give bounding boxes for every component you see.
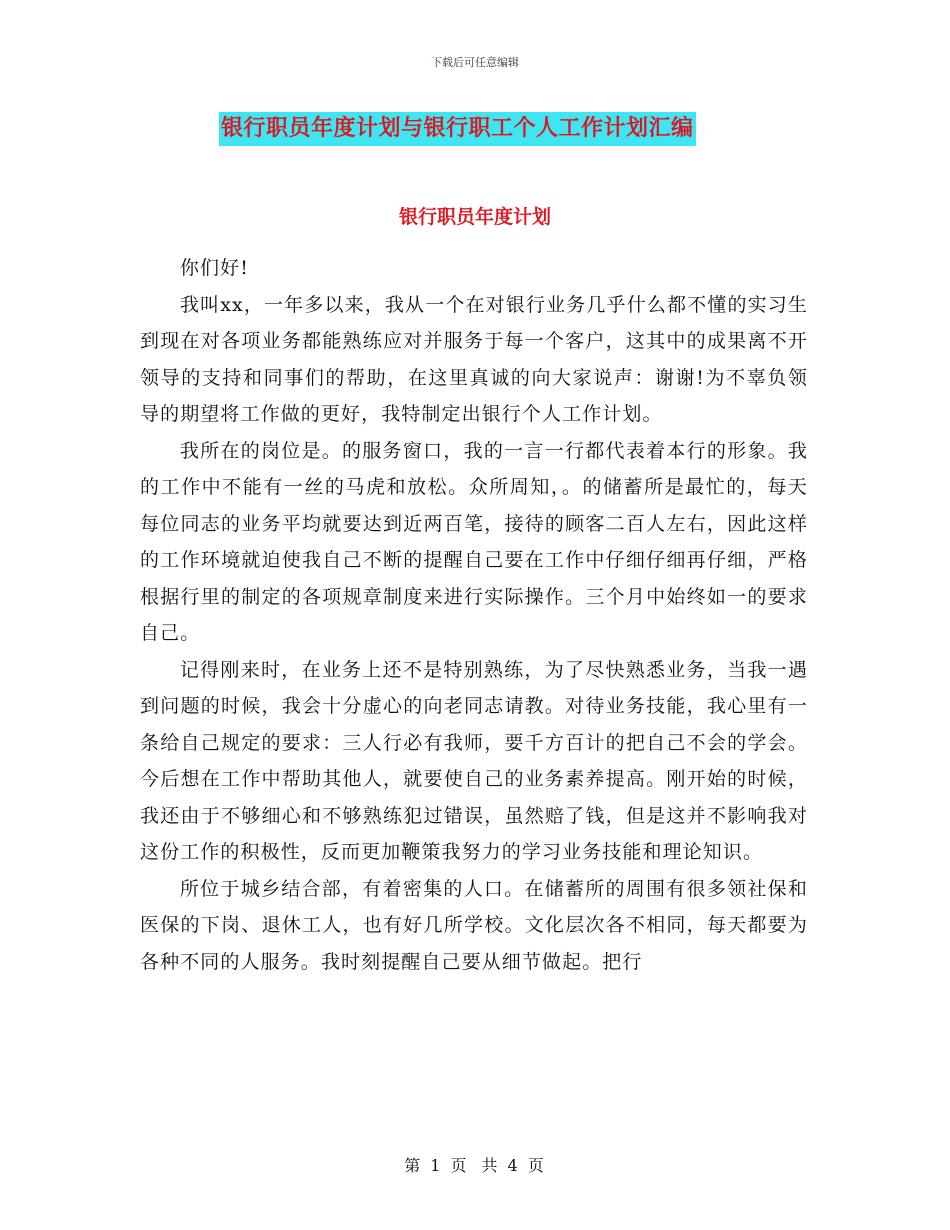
footer-suffix: 页 <box>527 1156 546 1175</box>
page-header-note: 下载后可任意编辑 <box>431 56 519 69</box>
paragraph: 记得刚来时，在业务上还不是特别熟练，为了尽快熟悉业务，当我一遇到问题的时候，我会十分虚心的向老同志请教。对待业务技能，我心里有一条给自己规定的要求：三人行必有我师，要千方百计的把自己不会的学会。今后想在工作中帮助其他人，就要使自己的业务素养提高。刚开始的时候，我还由于不够细心和不够熟练犯过错误，虽然赔了钱，但是这并不影响我对这份工作的积极性，反而更加鞭策我努力的学习业务技能和理论知识。 <box>140 658 808 863</box>
footer-mid: 页 共 <box>450 1156 500 1175</box>
page-number: 1 <box>430 1156 443 1175</box>
paragraph: 我叫xx，一年多以来，我从一个在对银行业务几乎什么都不懂的实习生到现在对各项业务都能熟练应对并服务于每一个客户，这其中的成果离不开领导的支持和同事们的帮助，在这里真诚的向大家说声：谢谢!为不辜负领导的期望将工作做的更好，我特制定出银行个人工作计划。 <box>140 293 808 425</box>
footer-prefix: 第 <box>404 1156 423 1175</box>
paragraph: 所位于城乡结合部，有着密集的人口。在储蓄所的周围有很多领社保和医保的下岗、退休工人，也有好几所学校。文化层次各不相同，每天都要为各种不同的人服务。我时刻提醒自己要从细节做起。把行 <box>140 877 808 973</box>
page-footer <box>0 1153 950 1176</box>
section-heading: 银行职员年度计划 <box>398 206 551 228</box>
paragraph: 我所在的岗位是。的服务窗口，我的一言一行都代表着本行的形象。我的工作中不能有一丝的马虎和放松。众所周知，。的储蓄所是最忙的，每天每位同志的业务平均就要达到近两百笔，接待的顾客二百人左右，因此这样的工作环境就迫使我自己不断的提醒自己要在工作中仔细仔细再仔细，严格根据行里的制定的各项规章制度来进行实际操作。三个月中始终如一的要求自己。 <box>140 439 808 644</box>
document-title: 银行职员年度计划与银行职工个人工作计划汇编 <box>219 112 696 146</box>
paragraph-greeting: 你们好! <box>179 257 249 279</box>
page-total: 4 <box>507 1156 520 1175</box>
body-text <box>140 250 808 980</box>
